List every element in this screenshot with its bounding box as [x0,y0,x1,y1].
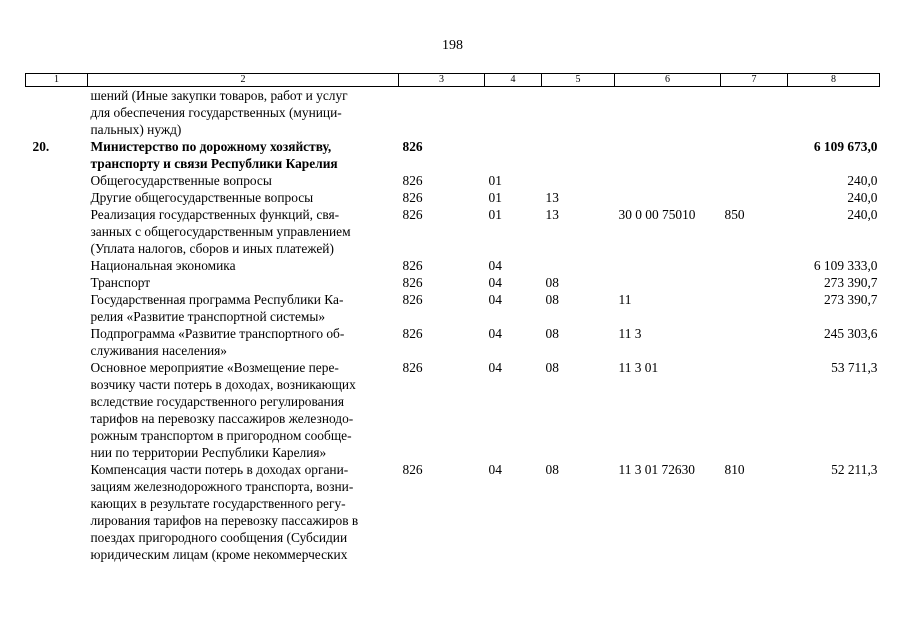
expense-type-code [721,325,788,359]
row-name-line: служивания населения» [90,343,227,358]
target-article-code: 11 [618,292,632,307]
row-name-line: Основное мероприятие «Возмещение пере- [90,360,339,375]
row-name-line: шений (Иные закупки товаров, работ и услуг [90,88,348,103]
expense-type-code: 850 [724,207,745,222]
header-col-6: 6 [615,74,721,87]
target-article-code: 11 3 [618,326,642,341]
section-code [485,87,542,139]
row-name-line: кающих в результате государственного регу- [90,496,346,511]
target-article-code: 11 3 01 [618,360,659,375]
row-name-line: тарифов на перевозку пассажиров железнодо- [90,411,354,426]
amount: 240,0 [847,173,878,188]
row-name-line: Другие общегосударственные вопросы [90,190,314,205]
table-row [26,359,880,461]
table-row [26,172,880,189]
subsection-code: 08 [545,292,559,307]
row-name [88,189,399,206]
subsection-code [542,138,615,172]
expense-type-code [721,274,788,291]
expense-type-code [721,87,788,139]
header-col-4: 4 [485,74,542,87]
row-name-line: Общегосударственные вопросы [90,173,272,188]
row-name-line: Транспорт [90,275,151,290]
subsection-code [542,257,615,274]
expense-type-code [721,172,788,189]
row-name-line: для обеспечения государственных (муници- [90,105,342,120]
page-number: 198 [442,38,463,53]
amount: 273 390,7 [823,292,878,307]
expense-type-code [721,257,788,274]
row-number [26,291,88,325]
amount: 273 390,7 [823,275,878,290]
section-code: 04 [488,292,502,307]
row-name-line: нии по территории Республики Карелия» [90,445,327,460]
ministry-code: 826 [402,207,423,222]
target-article-code [615,138,721,172]
target-article-code [615,274,721,291]
row-name [88,359,399,461]
header-col-1: 1 [26,74,88,87]
row-name-line: релия «Развитие транспортной системы» [90,309,326,324]
row-name [88,291,399,325]
budget-table-container [25,73,879,563]
row-name [88,172,399,189]
header-col-2: 2 [88,74,399,87]
ministry-code: 826 [402,326,423,341]
section-code: 04 [488,462,502,477]
row-number [26,189,88,206]
section-code [485,138,542,172]
budget-table [25,73,880,563]
expense-type-code [721,189,788,206]
ministry-code: 826 [402,462,423,477]
row-name [88,206,399,257]
subsection-code: 08 [545,462,559,477]
row-name-line: рожным транспортом в пригородном сообще- [90,428,352,443]
row-name [88,87,399,139]
amount: 245 303,6 [823,326,878,341]
section-code: 01 [488,190,502,205]
header-col-7: 7 [721,74,788,87]
row-name-line: вследствие государственного регулирования [90,394,345,409]
target-article-code [615,257,721,274]
table-row [26,291,880,325]
expense-type-code [721,291,788,325]
section-code: 04 [488,326,502,341]
subsection-code: 08 [545,275,559,290]
section-code: 01 [488,207,502,222]
row-number [26,274,88,291]
row-number [26,206,88,257]
target-article-code: 11 3 01 72630 [618,462,695,477]
row-name-line: Подпрограмма «Развитие транспортного об- [90,326,345,341]
row-name-line: Компенсация части потерь в доходах органи- [90,462,349,477]
header-col-3: 3 [399,74,485,87]
amount: 240,0 [847,190,878,205]
table-row [26,274,880,291]
row-name-line: Министерство по дорожному хозяйству, [90,139,332,154]
expense-type-code: 810 [724,462,745,477]
table-row [26,461,880,563]
row-name-line: транспорту и связи Республики Карелия [90,156,338,171]
subsection-code [542,87,615,139]
row-name-line: Государственная программа Республики Ка- [90,292,344,307]
row-name [88,138,399,172]
row-name-line: (Уплата налогов, сборов и иных платежей) [90,241,334,256]
header-col-5: 5 [542,74,615,87]
ministry-code: 826 [402,258,423,273]
row-name [88,325,399,359]
ministry-code: 826 [402,173,423,188]
table-body [26,87,880,564]
row-name-line: лирования тарифов на перевозку пассажиров в [90,513,359,528]
amount [788,87,880,139]
section-code: 04 [488,258,502,273]
table-row [26,87,880,139]
table-row [26,325,880,359]
target-article-code [615,172,721,189]
row-number [26,359,88,461]
ministry-code: 826 [402,292,423,307]
ministry-code: 826 [402,139,423,154]
row-name-line: возчику части потерь в доходах, возникающих [90,377,356,392]
row-number [26,325,88,359]
row-name-line: занных с общегосударственным управлением [90,224,351,239]
table-row [26,189,880,206]
row-number: 20. [32,139,50,154]
row-name [88,461,399,563]
row-number [26,172,88,189]
ministry-code: 826 [402,360,423,375]
subsection-code [542,172,615,189]
amount: 52 211,3 [831,462,878,477]
table-row [26,257,880,274]
subsection-code: 08 [545,360,559,375]
target-article-code [615,189,721,206]
row-name-line: поездах пригородного сообщения (Субсидии [90,530,348,545]
header-col-8: 8 [788,74,880,87]
ministry-code [399,87,485,139]
row-name-line: Национальная экономика [90,258,236,273]
row-number [26,87,88,139]
row-name-line: Реализация государственных функций, свя- [90,207,340,222]
ministry-code: 826 [402,275,423,290]
subsection-code: 08 [545,326,559,341]
row-name-line: зациям железнодорожного транспорта, возни- [90,479,354,494]
section-code: 04 [488,275,502,290]
expense-type-code [721,138,788,172]
table-row [26,206,880,257]
target-article-code [615,87,721,139]
row-name [88,274,399,291]
row-name [88,257,399,274]
target-article-code: 30 0 00 75010 [618,207,696,222]
ministry-code: 826 [402,190,423,205]
amount: 6 109 333,0 [813,258,878,273]
expense-type-code [721,359,788,461]
section-code: 04 [488,360,502,375]
amount: 240,0 [847,207,878,222]
row-name-line: пальных) нужд) [90,122,182,137]
header-row [26,74,880,87]
subsection-code: 13 [545,190,559,205]
row-number [26,257,88,274]
amount: 6 109 673,0 [813,139,878,154]
amount: 53 711,3 [831,360,878,375]
section-code: 01 [488,173,502,188]
row-number [26,461,88,563]
subsection-code: 13 [545,207,559,222]
table-header [26,74,880,87]
row-name-line: юридическим лицам (кроме некоммерческих [90,547,348,562]
table-row [26,138,880,172]
